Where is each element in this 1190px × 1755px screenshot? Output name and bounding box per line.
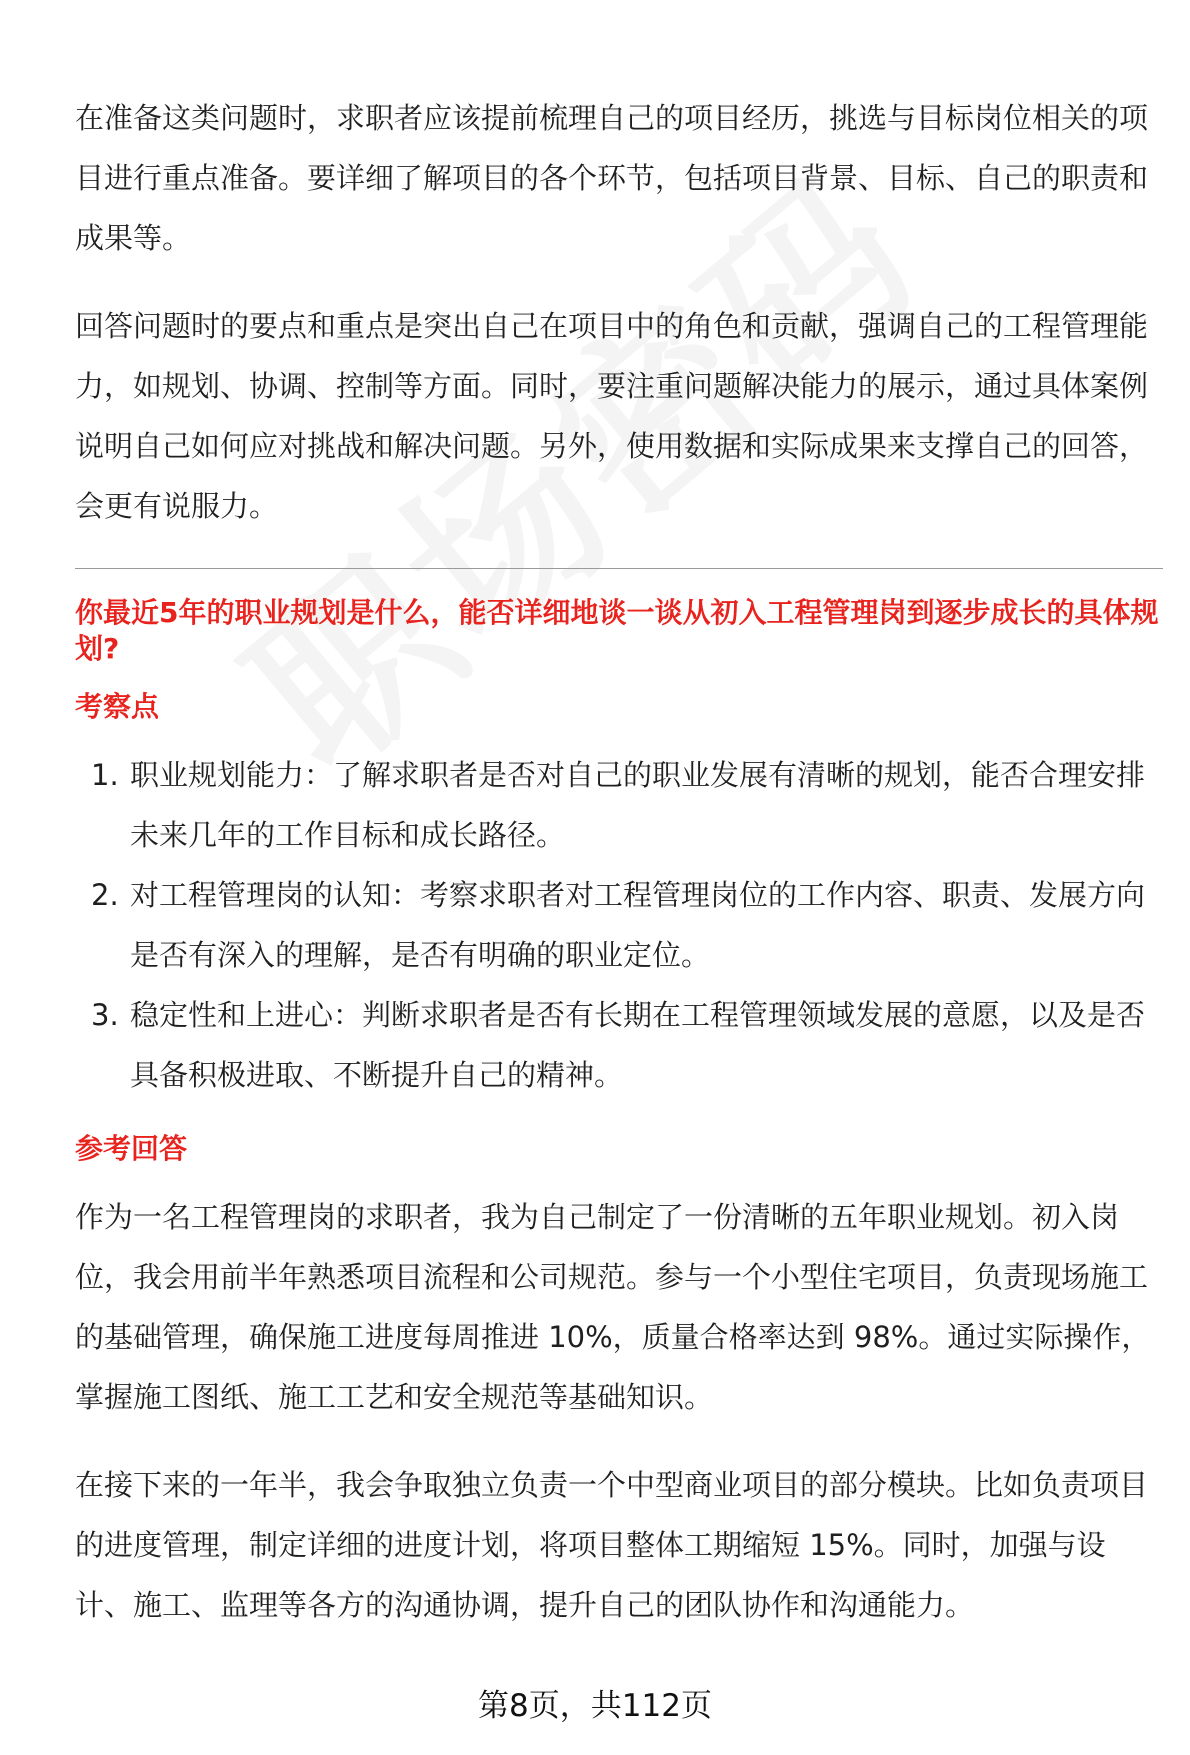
key-points-list — [75, 745, 1163, 1105]
reference-answer-heading: 参考回答 — [75, 1132, 188, 1165]
list-text: 职业规划能力：了解求职者是否对自己的职业发展有清晰的规划，能否合理安排未来几年的工作目标和成长路径。 — [130, 758, 1146, 852]
list-number: 1. — [91, 758, 119, 792]
list-item — [75, 745, 1163, 865]
section-divider — [75, 568, 1163, 569]
list-text: 对工程管理岗的认知：考察求职者对工程管理岗位的工作内容、职责、发展方向是否有深入的理解，是否有明确的职业定位。 — [130, 878, 1146, 972]
document-body — [75, 88, 1163, 1635]
question-title: 你最近5年的职业规划是什么，能否详细地谈一谈从初入工程管理岗到逐步成长的具体规划? — [75, 596, 1159, 665]
list-text: 稳定性和上进心：判断求职者是否有长期在工程管理领域发展的意愿，以及是否具备积极进取、不断提升自己的精神。 — [130, 998, 1146, 1092]
reference-paragraph-1: 作为一名工程管理岗的求职者，我为自己制定了一份清晰的五年职业规划。初入岗位，我会用前半年熟悉项目流程和公司规范。参与一个小型住宅项目，负责现场施工的基础管理，确保施工进度每周推进 10%，质量合格率达到 98%。通过实际操作，掌握施工图纸、施工工艺和安全规范等基础知识。 — [75, 1200, 1151, 1414]
reference-paragraph-2: 在接下来的一年半，我会争取独立负责一个中型商业项目的部分模块。比如负责项目的进度管理，制定详细的进度计划，将项目整体工期缩短 15%。同时，加强与设计、施工、监理等各方的沟通协调，提升自己的团队协作和沟通能力。 — [75, 1468, 1149, 1622]
page-number: 第8页，共112页 — [478, 1688, 712, 1724]
paragraph-answer-tips: 回答问题时的要点和重点是突出自己在项目中的角色和贡献，强调自己的工程管理能力，如规划、协调、控制等方面。同时，要注重问题解决能力的展示，通过具体案例说明自己如何应对挑战和解决问题。另外，使用数据和实际成果来支撑自己的回答，会更有说服力。 — [75, 309, 1149, 523]
key-points-heading: 考察点 — [75, 690, 160, 723]
paragraph-preparation: 在准备这类问题时，求职者应该提前梳理自己的项目经历，挑选与目标岗位相关的项目进行重点准备。要详细了解项目的各个环节，包括项目背景、目标、自己的职责和成果等。 — [75, 101, 1149, 255]
list-item — [75, 865, 1163, 985]
list-number: 2. — [91, 878, 119, 912]
list-item — [75, 985, 1163, 1105]
list-number: 3. — [91, 998, 119, 1032]
